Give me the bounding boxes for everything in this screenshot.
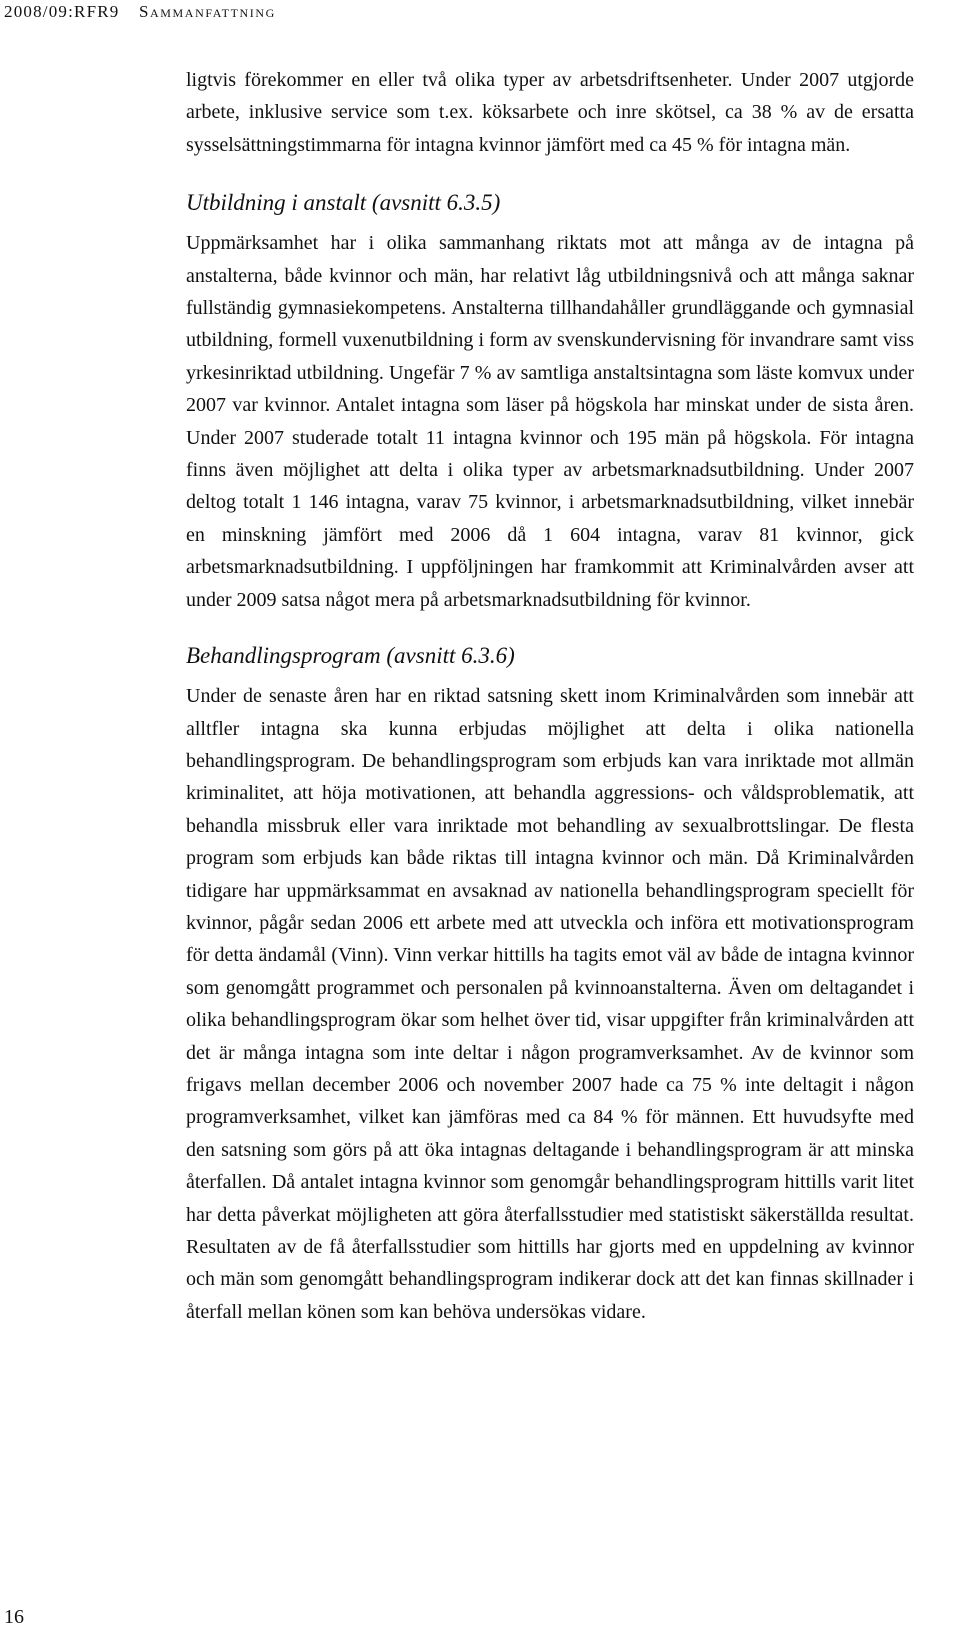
page-number: 16 — [4, 1606, 24, 1628]
programs-paragraph: Under de senaste åren har en riktad satsning skett inom Kriminalvården som innebär att alltfler intagna ska kunna erbjudas möjlighet att delta i olika nationella behandlingsprogram. De behandlingsprogram som erbjuds kan vara inriktade mot allmän kriminalitet, att höja motivationen, att behandla aggressions- och våldsproblematik, att behandla missbruk eller vara inriktade mot behandling av sexualbrottslingar. De flesta program som erbjuds kan både riktas till intagna kvinnor och män. Då Kriminalvården tidigare har uppmärksammat en avsaknad av nationella behandlingsprogram speciellt för kvinnor, pågår sedan 2006 ett arbete med att utveckla och införa ett motivationsprogram för detta ändamål (Vinn). Vinn verkar hittills ha tagits emot väl av både de intagna kvinnor som genomgått programmet och personalen på kvinnoanstalterna. Även om deltagandet i olika behandlingsprogram ökar som helhet över tid, visar uppgifter från kriminalvården att det är många intagna som inte deltar i någon programverksamhet. Av de kvinnor som frigavs mellan december 2006 och november 2007 hade ca 75 % inte deltagit i någon programverksamhet, vilket kan jämföras med ca 84 % för männen. Ett huvudsyfte med den satsning som görs på att öka intagnas deltagande i behandlingsprogram är att minska återfallen. Då antalet intagna kvinnor som genomgår behandlingsprogram hittills varit litet har detta påverkat möjligheten att göra återfallsstudier med statistiskt säkerställda resultat. Resultaten av de få återfallsstudier som hittills har gjorts med en uppdelning av kvinnor och män som genomgått behandlingsprogram indikerar dock att det kan finnas skillnader i återfall mellan könen som kan behöva undersökas vidare. — [186, 685, 914, 1323]
heading-education: Utbildning i anstalt (avsnitt 6.3.5) — [186, 190, 501, 216]
education-paragraph: Uppmärksamhet har i olika sammanhang riktats mot att många av de intagna på anstalterna, både kvinnor och män, har relativt låg utbildningsnivå och att många saknar fullständig gymnasiekompetens. Anstalterna tillhandahåller grundläggande och gymnasial utbildning, formell vuxenutbildning i form av svenskundervisning för invandrare samt viss yrkesinriktad utbildning. Ungefär 7 % av samtliga anstaltsintagna som läste komvux under 2007 var kvinnor. Antalet intagna som läser på högskola har minskat under de sista åren. Under 2007 studerade totalt 11 intagna kvinnor och 195 män på högskola. För intagna finns även möjlighet att delta i olika typer av arbetsmarknadsutbildning. Under 2007 deltog totalt 1 146 intagna, varav 75 kvinnor, i arbetsmarknadsutbildning, vilket innebär en minskning jämfört med 2006 då 1 604 intagna, varav 81 kvinnor, gick arbetsmarknadsutbildning. I uppföljningen har framkommit att Kriminalvården avser att under 2009 satsa något mera på arbetsmarknadsutbildning för kvinnor. — [186, 232, 914, 611]
page-body — [186, 64, 914, 1328]
intro-paragraph: ligtvis förekommer en eller två olika typer av arbetsdriftsenheter. Under 2007 utgjorde arbete, inklusive service som t.ex. köksarbete och inre skötsel, ca 38 % av de ersatta sysselsättningstimmarna för intagna kvinnor jämfört med ca 45 % för intagna män. — [186, 69, 914, 156]
running-header — [4, 2, 276, 22]
document-code: 2008/09:RFR9 — [4, 2, 120, 21]
heading-programs: Behandlingsprogram (avsnitt 6.3.6) — [186, 643, 515, 669]
section-title: Sammanfattning — [138, 2, 276, 21]
